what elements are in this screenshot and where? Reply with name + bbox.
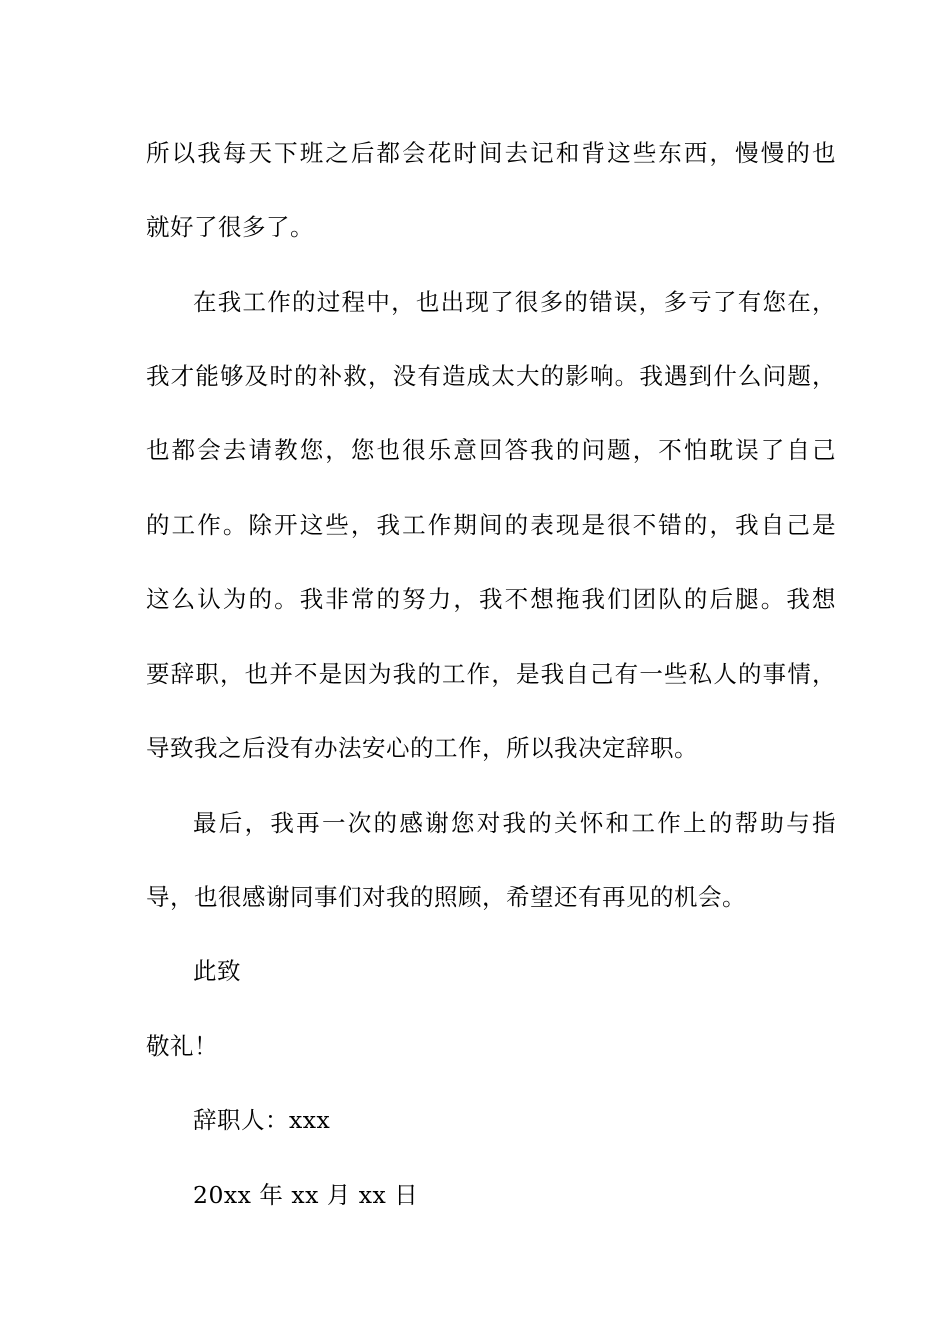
body-line-7: 这么认为的。我非常的努力，我不想拖我们团队的后腿。我想 [146,585,836,613]
signer-line: 辞职人：xxx [193,1106,331,1134]
date-line: 20xx 年 xx 月 xx 日 [193,1181,419,1209]
body-line-10: 最后，我再一次的感谢您对我的关怀和工作上的帮助与指 [193,809,836,837]
body-line-1: 所以我每天下班之后都会花时间去记和背这些东西，慢慢的也 [146,139,836,167]
body-line-4: 我才能够及时的补救，没有造成太大的影响。我遇到什么问题， [146,362,836,390]
closing-salutation: 此致 [193,957,241,985]
closing-respect: 敬礼！ [146,1032,218,1060]
body-line-6: 的工作。除开这些，我工作期间的表现是很不错的，我自己是 [146,511,836,539]
body-line-5: 也都会去请教您，您也很乐意回答我的问题，不怕耽误了自己 [146,436,836,464]
body-line-3: 在我工作的过程中，也出现了很多的错误，多亏了有您在， [193,288,836,316]
body-line-8: 要辞职，也并不是因为我的工作，是我自己有一些私人的事情， [146,660,836,688]
body-line-9: 导致我之后没有办法安心的工作，所以我决定辞职。 [146,734,698,762]
body-line-2: 就好了很多了。 [146,213,314,241]
body-line-11: 导，也很感谢同事们对我的照顾，希望还有再见的机会。 [146,883,746,911]
